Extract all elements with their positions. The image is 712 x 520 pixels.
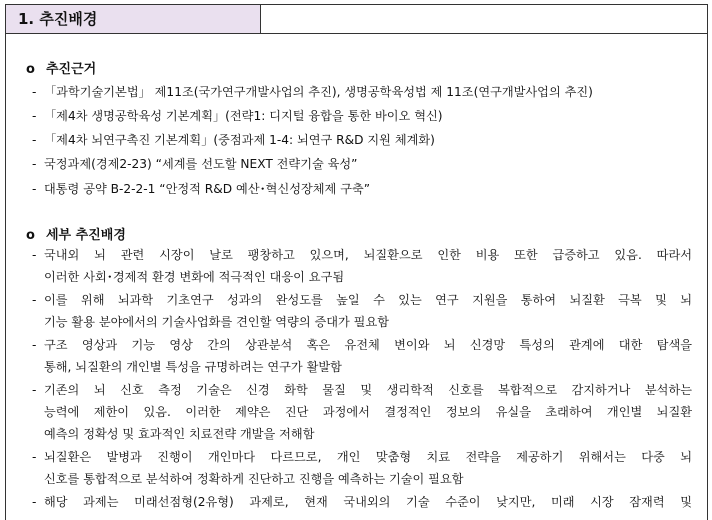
detail-paragraph: - 기존의 뇌 신호 측정 기술은 신경 화학 물질 및 생리학적 신호를 복합적으로 감지하거나 분석하는 능력에 제한이 있음. 이러한 제약은 진단 과정에서 결정적인 정보의 유실을 초래하여 개인별 뇌질환 예측의 정확성 및 효과적인 치료전략 개발을 저해함: [32, 383, 692, 441]
detail-paragraph: - 구조 영상과 기능 영상 간의 상관분석 혹은 유전체 변이와 뇌 신경망 특성의 관계에 대한 탐색을 통해, 뇌질환의 개인별 특성을 규명하려는 연구가 활발함: [32, 338, 692, 374]
basis-item: - 국정과제(경제2-23) “세계를 선도할 NEXT 전략기술 육성”: [32, 157, 358, 171]
section-heading-label: 세부 추진배경: [46, 228, 126, 243]
detail-paragraph: - 뇌질환은 발병과 진행이 개인마다 다르므로, 개인 맞춤형 치료 전략을 제공하기 위해서는 다중 뇌 신호를 통합적으로 분석하여 정확하게 진단하고 진행을 예측하는 기술이 필요함: [32, 450, 692, 486]
detail-paragraph: - 해당 과제는 미래선점형(2유형) 과제로, 현재 국내외의 기술 수준이 낮지만, 미래 시장 잠재력 및: [32, 495, 692, 509]
detail-paragraph: - 이를 위해 뇌과학 기초연구 성과의 완성도를 높일 수 있는 연구 지원을 통하여 뇌질환 극복 및 뇌 기능 활용 분야에서의 기술사업화를 견인할 역량의 증대가 필요함: [32, 293, 692, 329]
detail-paragraph: - 국내외 뇌 관련 시장이 날로 팽창하고 있으며, 뇌질환으로 인한 비용 또한 급증하고 있음. 따라서 이러한 사회･경제적 환경 변화에 적극적인 대응이 요구됨: [32, 248, 692, 284]
basis-item: - 「제4차 생명공학육성 기본계획」(전략1: 디지털 융합을 통한 바이오 혁신): [32, 109, 443, 123]
bullet-circle-icon: o: [26, 228, 35, 243]
section-header-row: [5, 4, 708, 34]
basis-item: - 「제4차 뇌연구촉진 기본계획」(중점과제 1-4: 뇌연구 R&D 지원 체계화): [32, 133, 435, 147]
section-heading-detail: [26, 224, 126, 243]
bullet-circle-icon: o: [26, 62, 35, 77]
section-title: 1. 추진배경: [5, 4, 261, 34]
section-heading-basis: [26, 58, 96, 77]
content-box: [5, 34, 708, 520]
section-heading-label: 추진근거: [46, 62, 97, 77]
basis-item: - 대통령 공약 B-2-2-1 “안정적 R&D 예산･혁신성장체제 구축”: [32, 182, 371, 196]
section-header-blank-cell: [261, 4, 708, 34]
basis-item: - 「과학기술기본법」 제11조(국가연구개발사업의 추진), 생명공학육성법 제 11조(연구개발사업의 추진): [32, 85, 593, 99]
